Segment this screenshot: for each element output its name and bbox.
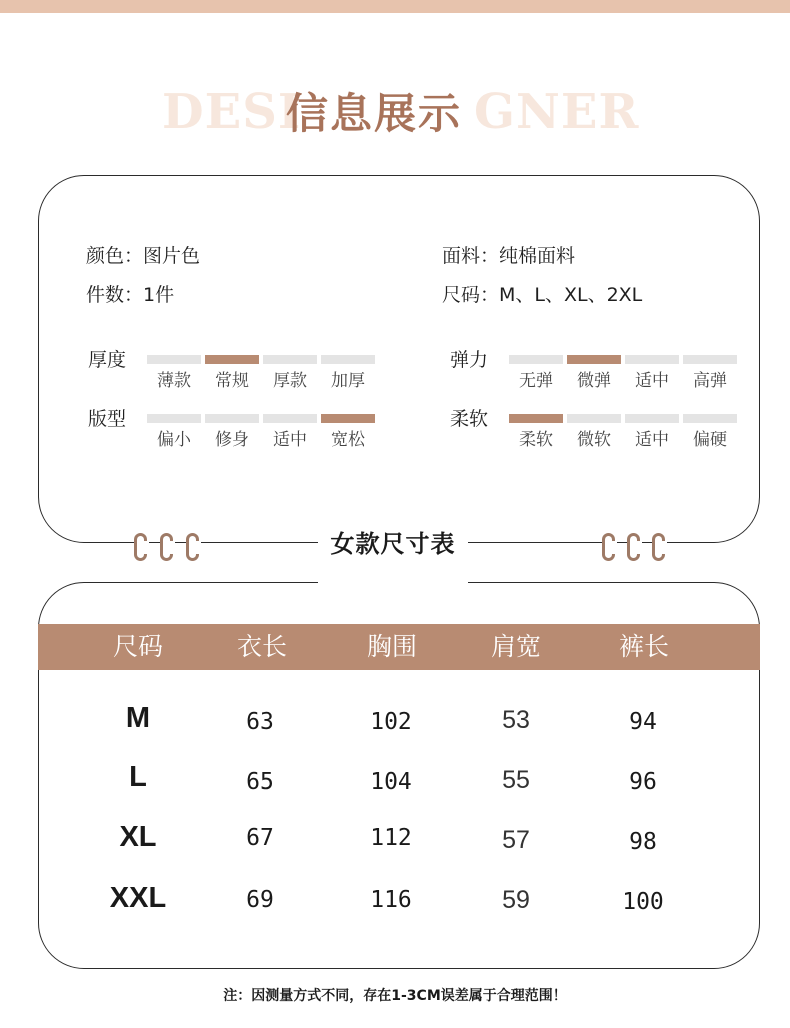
size-info: 尺码：M、L、XL、2XL [442, 284, 643, 306]
scale-option-label: 偏硬 [693, 430, 727, 450]
fabric-info: 面料：纯棉面料 [442, 245, 576, 267]
watermark-left: DESI [162, 84, 302, 140]
scale-option-label: 微软 [577, 430, 611, 450]
table-cell: 102 [370, 709, 412, 735]
table-cell: 67 [246, 825, 274, 851]
scale-option-label: 无弹 [519, 371, 553, 391]
header-size: 尺码 [112, 632, 163, 661]
scale-option [263, 414, 317, 451]
thickness-label: 厚度 [88, 349, 127, 371]
scale-bar [625, 414, 679, 423]
header-shoulder: 肩宽 [490, 632, 541, 661]
scale-bar [567, 414, 621, 423]
thickness-scale [147, 355, 375, 392]
scale-bar [205, 414, 259, 423]
table-cell-size: L [129, 761, 147, 793]
scale-option-label: 高弹 [693, 371, 727, 391]
table-cell-size: M [125, 702, 151, 734]
scale-bar [321, 355, 375, 364]
header-length: 衣长 [236, 632, 287, 661]
table-cell: 98 [629, 829, 657, 855]
scale-option [683, 355, 737, 392]
table-cell: 53 [502, 706, 530, 734]
table-cell: 69 [246, 887, 274, 913]
scale-bar-selected [509, 414, 563, 423]
scale-bar [263, 355, 317, 364]
table-cell: 59 [502, 886, 530, 914]
table-cell: 112 [370, 825, 412, 851]
table-cell: 55 [502, 766, 530, 794]
scale-option [147, 355, 201, 392]
scale-option-label: 宽松 [331, 430, 365, 450]
scale-option [625, 414, 679, 451]
scale-bar [683, 355, 737, 364]
ring-icon [602, 533, 615, 561]
scale-option [321, 355, 375, 392]
scale-option [509, 414, 563, 451]
scale-option [567, 414, 621, 451]
scale-bar [683, 414, 737, 423]
measurement-note: 注：因测量方式不同，存在1-3CM误差属于合理范围！ [223, 988, 567, 1004]
scale-option [263, 355, 317, 392]
scale-option [509, 355, 563, 392]
scale-option-label: 适中 [273, 430, 307, 450]
scale-option-label: 偏小 [157, 430, 191, 450]
scale-option-label: 加厚 [331, 371, 365, 391]
scale-option [683, 414, 737, 451]
scale-option-label: 适中 [635, 371, 669, 391]
scale-option-label: 微弹 [577, 371, 611, 391]
fit-scale [147, 414, 375, 451]
table-cell: 57 [502, 826, 530, 854]
table-cell: 116 [370, 887, 412, 913]
table-cell: 96 [629, 769, 657, 795]
scale-bar [509, 355, 563, 364]
scale-option-label: 柔软 [519, 430, 553, 450]
scale-option [205, 414, 259, 451]
scale-option-label: 常规 [215, 371, 249, 391]
scale-option [205, 355, 259, 392]
scale-bar-selected [321, 414, 375, 423]
softness-scale [509, 414, 737, 451]
scale-bar [147, 414, 201, 423]
ring-icon [627, 533, 640, 561]
scale-bar [625, 355, 679, 364]
table-cell: 100 [622, 889, 664, 915]
size-chart-title: 女款尺寸表 [330, 530, 456, 558]
header-pants-length: 裤长 [618, 632, 669, 661]
scale-bar [263, 414, 317, 423]
scale-bar [147, 355, 201, 364]
watermark-right: GNER [474, 84, 640, 140]
table-cell: 94 [629, 709, 657, 735]
scale-option [147, 414, 201, 451]
ring-icon [160, 533, 173, 561]
scale-option [567, 355, 621, 392]
scale-option-label: 适中 [635, 430, 669, 450]
ring-icon [186, 533, 199, 561]
color-info: 颜色：图片色 [86, 245, 201, 267]
scale-option [321, 414, 375, 451]
scale-bar-selected [205, 355, 259, 364]
header-bust: 胸围 [366, 632, 417, 661]
ring-icon [652, 533, 665, 561]
scale-option-label: 厚款 [273, 371, 307, 391]
elasticity-label: 弹力 [450, 349, 489, 371]
ring-icon [134, 533, 147, 561]
section-title: 信息展示 [286, 89, 463, 138]
scale-option-label: 修身 [215, 430, 249, 450]
elasticity-scale [509, 355, 737, 392]
table-cell: 63 [246, 709, 274, 735]
scale-option-label: 薄款 [157, 371, 191, 391]
scale-bar-selected [567, 355, 621, 364]
softness-label: 柔软 [450, 408, 489, 430]
scale-option [625, 355, 679, 392]
table-cell: 104 [370, 769, 412, 795]
top-accent-bar [0, 0, 790, 13]
count-info: 件数：1件 [86, 284, 175, 306]
table-cell-size: XL [119, 821, 157, 853]
fit-label: 版型 [88, 408, 127, 430]
table-cell-size: XXL [109, 882, 167, 914]
table-cell: 65 [246, 769, 274, 795]
